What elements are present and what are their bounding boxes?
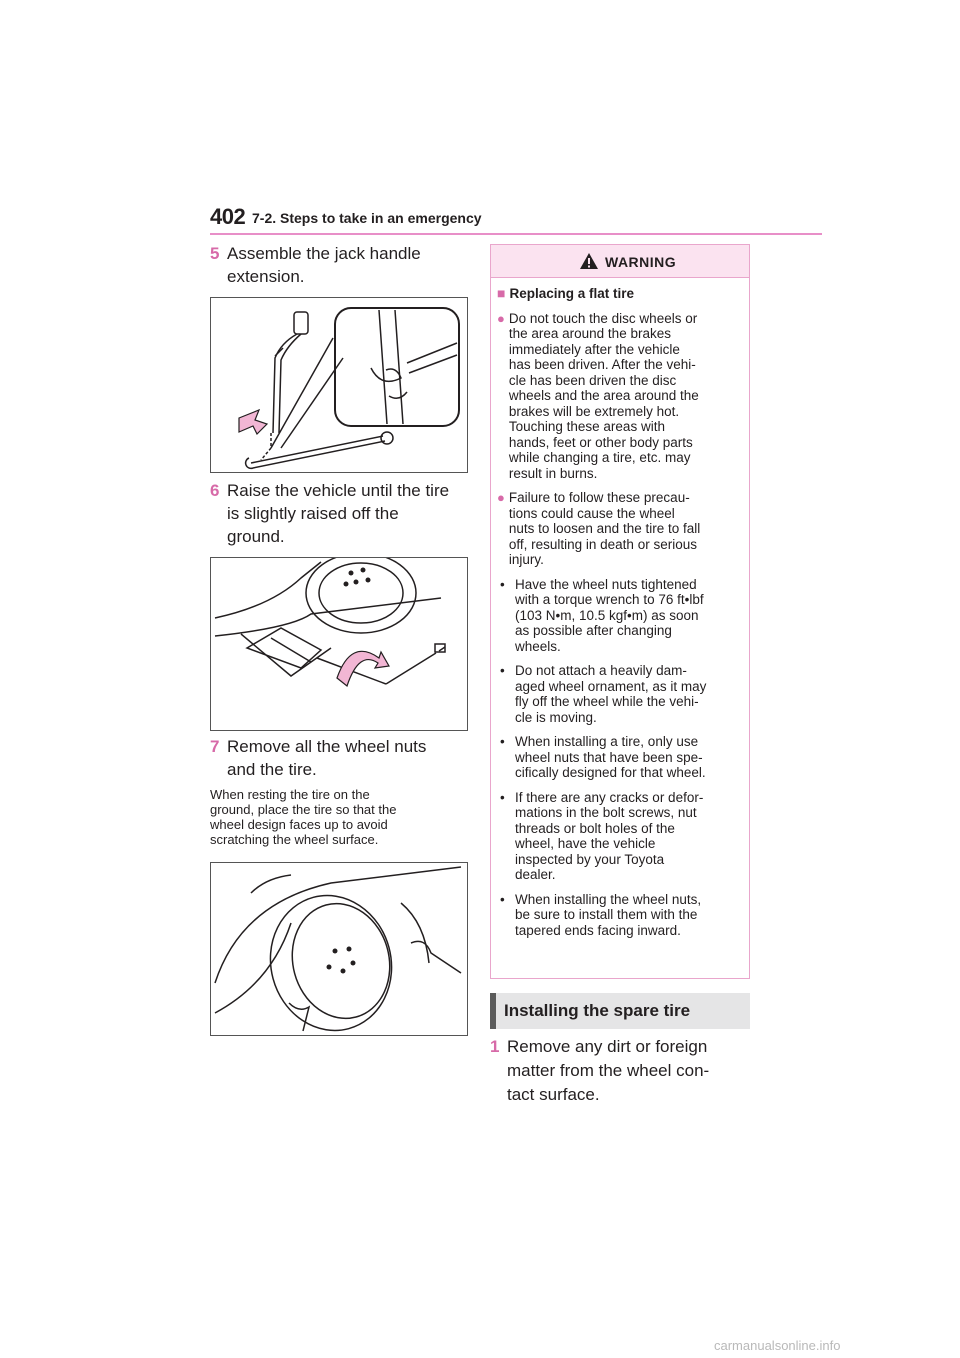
warning-line: tapered ends facing inward. — [515, 922, 681, 938]
heading-accent-bar — [490, 993, 496, 1029]
note-line: ground, place the tire so that the — [210, 802, 397, 817]
warning-line: Do not attach a heavily dam- — [515, 663, 687, 678]
warning-line: cle has been driven the disc — [508, 372, 677, 388]
step-number: 1 — [490, 1037, 500, 1056]
warning-line: has been driven. After the vehi- — [508, 357, 696, 372]
step-5 — [210, 242, 470, 288]
circle-bullet-icon: ● — [497, 310, 505, 326]
warning-dash-item — [497, 734, 743, 781]
jack-handle-drawing — [211, 298, 467, 472]
header-rule — [210, 233, 822, 235]
warning-line: inspected by your Toyota — [515, 851, 665, 867]
step-text-line: ground. — [227, 527, 285, 546]
dot-marker: • — [500, 734, 505, 749]
warning-line: Touching these areas with — [508, 419, 665, 434]
warning-line: wheel nuts that have been spe- — [515, 749, 703, 765]
warning-line: injury. — [508, 552, 544, 567]
warning-line: wheels. — [515, 638, 561, 654]
page-number: 402 — [210, 204, 246, 229]
tire-removal-drawing — [211, 863, 467, 1035]
step-text-line: and the tire. — [227, 760, 317, 779]
page-header — [210, 204, 822, 236]
note-line: When resting the tire on the — [210, 787, 370, 802]
remove-tire-illustration — [210, 862, 468, 1036]
step-number: 6 — [210, 481, 220, 500]
warning-triangle-icon — [579, 252, 599, 270]
step-6 — [210, 479, 470, 548]
warning-dash-item — [497, 892, 743, 939]
warning-line: with a torque wrench to 76 ft•lbf — [515, 592, 704, 607]
dot-marker: • — [500, 789, 505, 805]
step-text-line: Remove all the wheel nuts — [227, 737, 427, 756]
step-text-line: Raise the vehicle until the tire — [227, 481, 450, 500]
warning-line: (103 N•m, 10.5 kgf•m) as soon — [515, 607, 699, 623]
watermark: carmanualsonline.info — [714, 1338, 841, 1353]
dot-marker: • — [500, 891, 505, 907]
warning-subheading — [497, 286, 743, 302]
warning-line: tions could cause the wheel — [508, 505, 675, 521]
section-title: 7-2. Steps to take in an emergency — [252, 210, 482, 226]
note-line: wheel design faces up to avoid — [210, 817, 388, 832]
warning-line: cifically designed for that wheel. — [515, 765, 706, 780]
step-7 — [210, 735, 470, 781]
warning-line: cle is moving. — [515, 709, 597, 725]
install-step-1 — [490, 1035, 750, 1107]
warning-line: mations in the bolt screws, nut — [515, 805, 697, 820]
warning-line: off, resulting in death or serious — [508, 536, 697, 552]
warning-line: nuts to loosen and the tire to fall — [508, 521, 701, 536]
warning-line: wheels and the area around the — [508, 388, 699, 403]
section-heading-text: Installing the spare tire — [504, 1001, 691, 1020]
warning-line: result in burns. — [508, 465, 598, 481]
step-text-line: extension. — [227, 267, 305, 286]
note-line: scratching the wheel surface. — [210, 832, 379, 847]
warning-body — [491, 278, 749, 938]
step-text-line: Remove any dirt or foreign — [507, 1037, 708, 1056]
tire-resting-note — [210, 787, 470, 847]
warning-line: hands, feet or other body parts — [508, 434, 693, 450]
step-text-line: Assemble the jack handle — [227, 244, 421, 263]
warning-box — [490, 244, 750, 979]
warning-line: aged wheel ornament, as it may — [515, 678, 707, 694]
warning-line: fly off the wheel while the vehi- — [515, 694, 699, 709]
step-number: 5 — [210, 244, 220, 263]
warning-line: while changing a tire, etc. may — [508, 450, 691, 465]
warning-header — [491, 245, 749, 278]
section-heading-installing-spare-tire — [490, 993, 750, 1029]
raise-vehicle-illustration — [210, 557, 468, 731]
warning-line: If there are any cracks or defor- — [515, 789, 704, 805]
warning-line: the area around the brakes — [508, 326, 671, 341]
square-bullet-icon: ■ — [497, 285, 506, 301]
warning-line: wheel, have the vehicle — [515, 836, 656, 851]
warning-bullet — [497, 490, 743, 568]
warning-subheading-text: Replacing a flat tire — [509, 286, 635, 301]
warning-line: as possible after changing — [515, 623, 672, 638]
warning-dash-item — [497, 663, 743, 725]
warning-line: Failure to follow these precau- — [508, 490, 690, 505]
warning-dash-item — [497, 577, 743, 655]
step-text-line: tact surface. — [507, 1085, 600, 1104]
warning-line: be sure to install them with the — [515, 907, 698, 922]
warning-line: brakes will be extremely hot. — [508, 403, 680, 419]
warning-title: WARNING — [605, 254, 677, 270]
warning-line: Do not touch the disc wheels or — [508, 310, 698, 326]
warning-dash-item — [497, 790, 743, 883]
jack-handle-illustration — [210, 297, 468, 473]
warning-line: When installing a tire, only use — [515, 734, 699, 749]
dot-marker: • — [500, 663, 505, 678]
warning-line: threads or bolt holes of the — [515, 820, 675, 836]
warning-bullet — [497, 311, 743, 482]
dot-marker: • — [500, 576, 505, 592]
step-text-line: is slightly raised off the — [227, 504, 399, 523]
warning-line: dealer. — [515, 867, 556, 882]
warning-line: immediately after the vehicle — [508, 341, 680, 357]
circle-bullet-icon: ● — [497, 490, 505, 505]
warning-line: When installing the wheel nuts, — [515, 891, 702, 907]
step-text-line: matter from the wheel con- — [507, 1061, 710, 1080]
warning-line: Have the wheel nuts tightened — [515, 576, 697, 592]
step-number: 7 — [210, 737, 220, 756]
jack-raise-drawing — [211, 558, 467, 730]
